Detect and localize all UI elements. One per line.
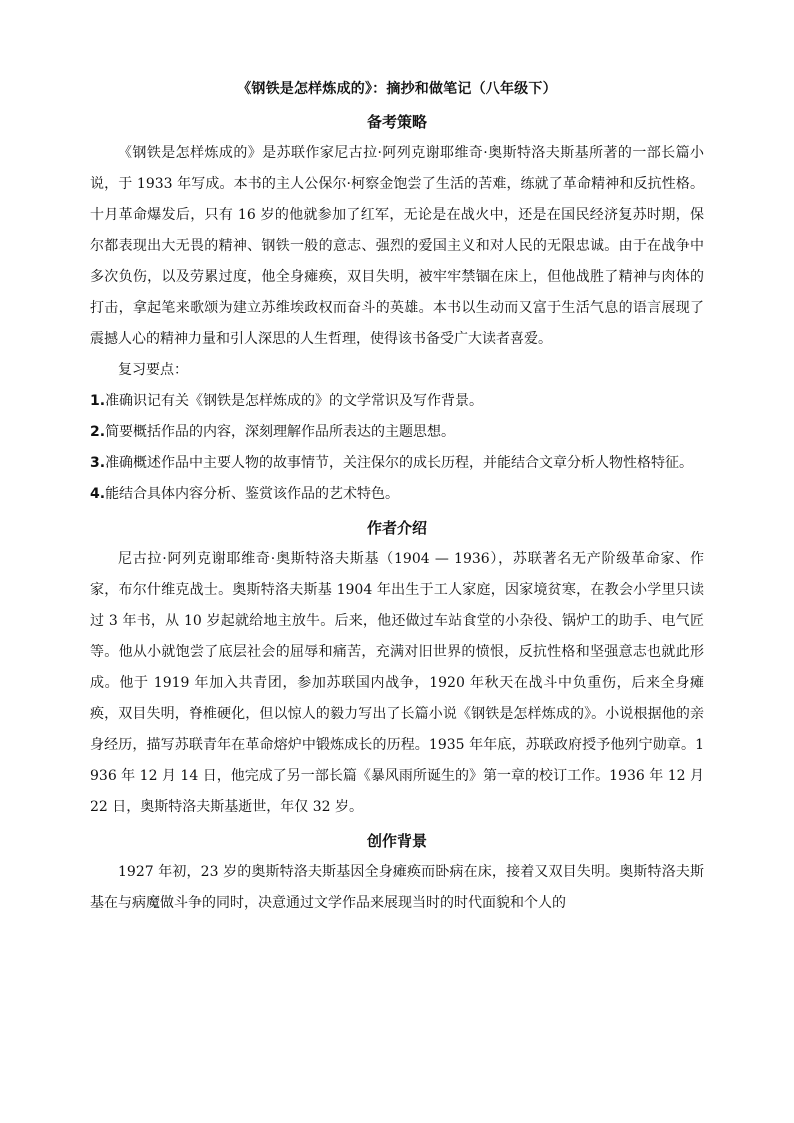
review-point-text: 准确识记有关《钢铁是怎样炼成的》的文学常识及写作背景。 xyxy=(105,393,484,409)
section-heading-author: 作者介绍 xyxy=(366,519,427,537)
background-paragraph: 1927 年初，23 岁的奥斯特洛夫斯基因全身瘫痪而卧病在床，接着又双目失明。奥斯特洛夫斯基在与病魔做斗争的同时，决意通过文学作品来展现当时的时代面貌和个人的 xyxy=(90,864,704,911)
document-title: 《钢铁是怎样炼成的》：摘抄和做笔记（八年级下） xyxy=(237,81,557,97)
author-paragraph: 尼古拉·阿列克谢耶维奇·奥斯特洛夫斯基（1904 — 1936），苏联著名无产阶级革命家、作家，布尔什维克战士。奥斯特洛夫斯基 1904 年出生于工人家庭，因家境贫寒，在教会小学里只读过 3 年书，从 10 岁起就给地主放牛。后来，他还做过车站食堂的小杂役、锅炉工的助手、电气匠等。他从小就饱尝了底层社会的屈辱和痛苦，充满对旧世界的愤恨，反抗性格和坚强意志也就此形成。他于 1919 年加入共青团，参加苏联国内战争，1920 年秋天在战斗中负重伤，后来全身瘫痪，双目失明，脊椎硬化，但以惊人的毅力写出了长篇小说《钢铁是怎样炼成的》。小说根据他的亲身经历，描写苏联青年在革命熔炉中锻炼成长的历程。1935 年年底，苏联政府授予他列宁勋章。1936 年 12 月 14 日，他完成了另一部长篇《暴风雨所诞生的》第一章的校订工作。1936 年 12 月 22 日，奥斯特洛夫斯基逝世，年仅 32 岁。 xyxy=(90,551,704,815)
prep-intro-paragraph: 《钢铁是怎样炼成的》是苏联作家尼古拉·阿列克谢耶维奇·奥斯特洛夫斯基所著的一部长篇小说，于 1933 年写成。本书的主人公保尔·柯察金饱尝了生活的苦难，练就了革命精神和反抗性格。十月革命爆发后，只有 16 岁的他就参加了红军，无论是在战火中，还是在国民经济复苏时期，保尔都表现出大无畏的精神、钢铁一般的意志、强烈的爱国主义和对人民的无限忠诚。由于在战争中多次负伤，以及劳累过度，他全身瘫痪，双目失明，被牢牢禁锢在床上，但他战胜了精神与肉体的打击，拿起笔来歌颂为建立苏维埃政权而奋斗的英雄。本书以生动而又富于生活气息的语言展现了震撼人心的精神力量和引人深思的人生哲理，使得该书备受广大读者喜爱。 xyxy=(90,145,704,347)
review-point-item xyxy=(90,448,704,479)
review-points-list xyxy=(90,386,704,510)
review-point-number: 3. xyxy=(90,455,106,471)
review-point-text: 能结合具体内容分析、鉴赏该作品的艺术特色。 xyxy=(105,486,400,502)
review-point-number: 2. xyxy=(90,424,106,440)
review-point-text: 准确概述作品中主要人物的故事情节，关注保尔的成长历程，并能结合文章分析人物性格特征。 xyxy=(105,455,694,471)
review-point-number: 1. xyxy=(90,393,106,409)
review-points-label: 复习要点： xyxy=(118,362,188,378)
section-heading-background: 创作背景 xyxy=(366,832,427,850)
review-point-text: 简要概括作品的内容，深刻理解作品所表达的主题思想。 xyxy=(105,424,456,440)
review-point-item xyxy=(90,386,704,417)
review-point-item xyxy=(90,479,704,510)
review-point-number: 4. xyxy=(90,486,106,502)
section-heading-prep: 备考策略 xyxy=(366,113,427,131)
review-point-item xyxy=(90,417,704,448)
document-content xyxy=(90,76,704,919)
